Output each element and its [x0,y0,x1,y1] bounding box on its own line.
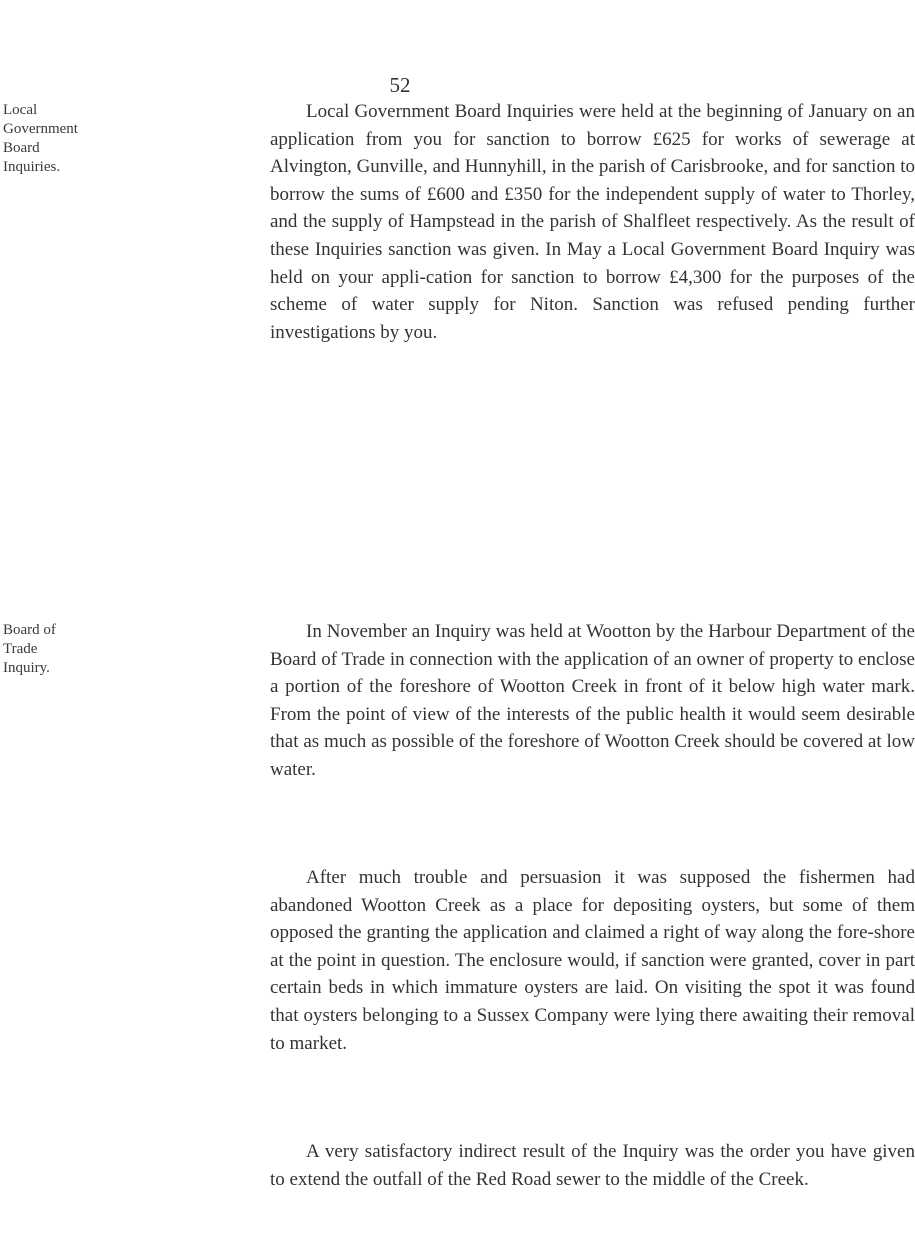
margin-note-board-of-trade-inquiry [3,621,121,678]
paragraph-red-road-sewer: A very satisfactory indirect result of the Inquiry was the order you have given to extend the outfall of the Red Road sewer to the middle of the Creek. [270,1141,915,1190]
paragraph-oyster-fishermen: After much trouble and persuasion it was supposed the fishermen had abandoned Wootton Creek as a place for depositing oysters, but some of them opposed the granting the application and claimed a right of way along the fore-shore at the point in question. The enclosure would, if sanction were granted, cover in part certain beds in which immature oysters are laid. On visiting the spot it was found that oysters belonging to a Sussex Company were lying there awaiting their removal to market. [270,867,915,1054]
margin-note-line: Board [3,140,40,156]
paragraph-board-of-trade-inquiry: In November an Inquiry was held at Wootton by the Harbour Department of the Board of Trade in connection with the application of an owner of property to enclose a portion of the foreshore of Wootton Creek in front of it below high water mark. From the point of view of the interests of the public health it would seem desirable that as much as possible of the foreshore of Wootton Creek should be covered at low water. [270,621,915,780]
paragraph-local-government-inquiries: Local Government Board Inquiries were held at the beginning of January on an application from you for sanction to borrow £625 for works of sewerage at Alvington, Gunville, and Hunnyhill, in the parish of Carisbrooke, and for sanction to borrow the sums of £600 and £350 for the independent supply of water to Thorley, and the supply of Hampstead in the parish of Shalfleet respectively. As the result of these Inquiries sanction was given. In May a Local Government Board Inquiry was held on your appli-cation for sanction to borrow £4,300 for the purposes of the scheme of water supply for Niton. Sanction was refused pending further investigations by you. [270,101,915,343]
margin-note-line: Inquiries. [3,159,61,175]
margin-note-line: Trade [3,641,38,657]
margin-note-local-government-board-inquiries [3,101,121,177]
margin-note-line: Government [3,121,78,137]
margin-note-line: Board of [3,622,56,638]
page-number: 52 [389,73,411,97]
margin-note-line: Inquiry. [3,660,50,676]
margin-note-line: Local [3,102,38,118]
